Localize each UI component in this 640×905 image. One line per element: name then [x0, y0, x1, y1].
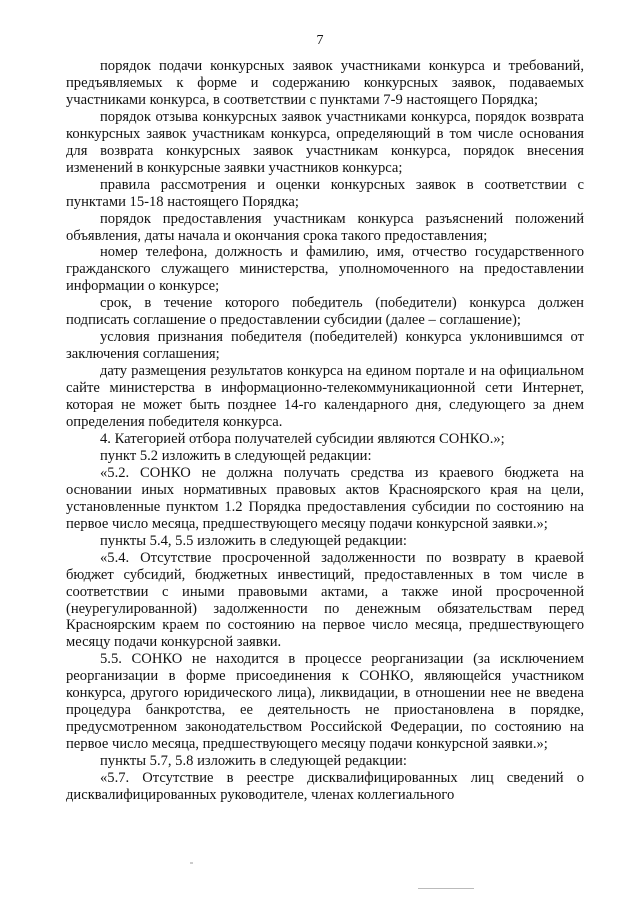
paragraph-clause-5-7: «5.7. Отсутствие в реестре дисквалифицированных лиц сведений о дисквалифицированных руководителе, членах коллегиального — [66, 770, 584, 803]
paragraph-clause-5-2: «5.2. СОНКО не должна получать средства из краевого бюджета на основании иных нормативных правовых актов Красноярского края на цели, установленные пунктом 1.2 Порядка предоставления субсидии по состоянию на первое число месяца, предшествующего месяцу подачи конкурсной заявки.»; — [66, 464, 584, 532]
paragraph-category-4: 4. Категорией отбора получателей субсидии являются СОНКО.»; — [100, 430, 505, 447]
paragraph-contact-info: номер телефона, должность и фамилию, имя, отчество государственного гражданского служащего министерства, уполномоченного на предоставлении информации о конкурсе; — [66, 244, 584, 295]
paragraph-signing-deadline: срок, в течение которого победитель (победители) конкурса должен подписать соглашение о предоставлении субсидии (далее – соглашение); — [66, 295, 584, 329]
paragraph-clause-5-4: «5.4. Отсутствие просроченной задолженности по возврату в краевой бюджет субсидий, бюджетных инвестиций, предоставленных в том числе в соответствии с иными правовыми актами, а также иной просроченной (неурегулированной) задолженности по денежным обязательствам перед Красноярским краем по состоянию на первое число месяца, предшествующего месяцу подачи конкурсной заявки. — [66, 549, 584, 651]
paragraph-amend-5-4-5-5: пункты 5.4, 5.5 изложить в следующей редакции: — [100, 532, 407, 549]
paragraph-amend-5-2: пункт 5.2 изложить в следующей редакции: — [100, 447, 372, 464]
scan-mark — [418, 888, 474, 889]
paragraph-amend-5-7-5-8: пункты 5.7, 5.8 изложить в следующей редакции: — [100, 753, 407, 770]
document-body — [66, 58, 584, 804]
paragraph-clause-5-5: 5.5. СОНКО не находится в процессе реорганизации (за исключением реорганизации в форме присоединения к СОНКО, являющейся участником конкурса, другого юридического лица), ликвидации, в отношении нее не введена процедура банкротства, ее деятельность не приостановлена в порядке, предусмотренном законодательством Российской Федерации, по состоянию на первое число месяца, предшествующего месяцу подачи конкурсной заявки.»; — [66, 651, 584, 753]
page-number: 7 — [316, 33, 324, 48]
paragraph-application-procedure: порядок подачи конкурсных заявок участниками конкурса и требований, предъявляемых к форме и содержанию конкурсных заявок, подаваемых участниками конкурса, в соответствии с пунктами 7-9 настоящего Порядка; — [66, 58, 584, 108]
paragraph-evaluation-rules: правила рассмотрения и оценки конкурсных заявок в соответствии с пунктами 15-18 настоящего Порядка; — [66, 176, 584, 210]
paragraph-withdrawal-procedure: порядок отзыва конкурсных заявок участниками конкурса, порядок возврата конкурсных заявок участникам конкурса, определяющий в том числе основания для возврата конкурсных заявок участникам конкурса, порядок внесения изменений в конкурсные заявки участников конкурса; — [66, 108, 584, 176]
paragraph-results-publication: дату размещения результатов конкурса на едином портале и на официальном сайте министерства в информационно-телекоммуникационной сети Интернет, которая не может быть позднее 14-го календарного дня, следующего за днем определения победителя конкурса. — [66, 363, 584, 431]
paragraph-clarification-procedure: порядок предоставления участникам конкурса разъяснений положений объявления, даты начала и окончания срока такого предоставления; — [66, 210, 584, 244]
scan-speck — [190, 862, 193, 864]
paragraph-evasion-conditions: условия признания победителя (победителей) конкурса уклонившимся от заключения соглашения; — [66, 329, 584, 363]
